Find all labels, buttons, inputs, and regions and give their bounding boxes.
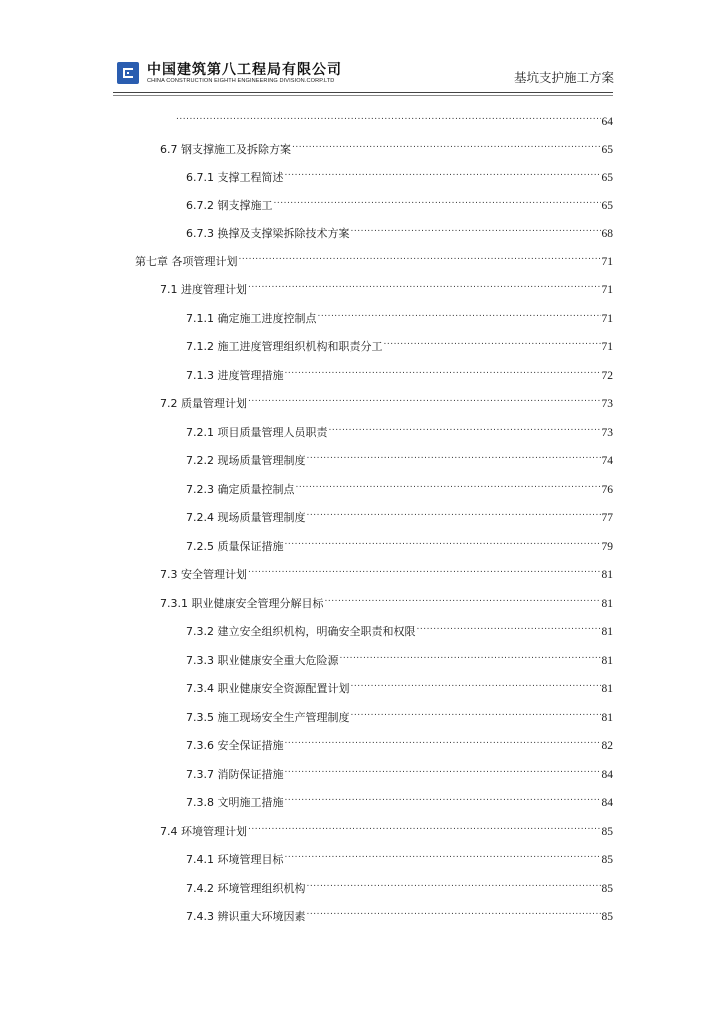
toc-entry[interactable] (186, 733, 613, 752)
toc-entry[interactable] (186, 505, 613, 524)
toc-entry-label: 7.4.1 环境管理目标 (186, 853, 284, 866)
toc-entry[interactable] (186, 420, 613, 439)
toc-entry-label: 7.1.1 确定施工进度控制点 (186, 312, 317, 325)
toc-entry-page: 85 (601, 826, 613, 838)
document-title: 基坑支护施工方案 (513, 70, 614, 85)
toc-entry-page: 84 (601, 769, 613, 781)
toc-entry[interactable] (186, 165, 613, 184)
toc-entry-label: 7.3 安全管理计划 (160, 568, 247, 581)
toc-entry-page: 71 (601, 284, 613, 296)
toc-entry[interactable] (186, 676, 613, 695)
toc-entry-page: 76 (601, 484, 613, 496)
toc-leader-dots (285, 847, 601, 863)
toc-leader-dots (292, 137, 601, 153)
toc-leader-dots (307, 876, 601, 892)
toc-entry-label: 7.3.2 建立安全组织机构，明确安全职责和权限 (186, 625, 416, 638)
toc-entry[interactable] (160, 277, 613, 296)
toc-entry[interactable] (186, 477, 613, 496)
company-name-en: CHINA CONSTRUCTION EIGHTH ENGINEERING DIVISION.CORP.LTD (147, 78, 335, 84)
toc-entry[interactable] (160, 562, 613, 581)
toc-leader-dots (285, 790, 601, 806)
header-divider (113, 92, 613, 93)
toc-entry[interactable] (186, 847, 613, 866)
toc-entry-page: 74 (601, 455, 613, 467)
toc-entry[interactable] (186, 306, 613, 325)
toc-entry[interactable] (186, 221, 613, 240)
toc-entry[interactable] (186, 334, 613, 353)
company-name-cn: 中国建筑第八工程局有限公司 (147, 62, 342, 78)
toc-entry-label: 7.1 进度管理计划 (160, 283, 247, 296)
toc-entry-label: 7.4.3 辨识重大环境因素 (186, 910, 306, 923)
toc-leader-dots (307, 904, 601, 920)
toc-entry-label: 7.3.7 消防保证措施 (186, 768, 284, 781)
toc-entry[interactable] (186, 619, 613, 638)
toc-entry[interactable] (186, 448, 613, 467)
toc-entry-label: 7.2.5 质量保证措施 (186, 540, 284, 553)
page-header (0, 0, 724, 100)
toc-leader-dots (248, 562, 601, 578)
toc-leader-dots (274, 193, 601, 209)
toc-entry[interactable] (186, 193, 613, 212)
toc-entry-page: 72 (601, 370, 613, 382)
toc-leader-dots (307, 448, 601, 464)
toc-leader-dots (307, 505, 601, 521)
toc-entry-page: 81 (601, 626, 613, 638)
toc-entry-label: 7.3.1 职业健康安全管理分解目标 (160, 597, 324, 610)
toc-entry-label: 7.2 质量管理计划 (160, 397, 247, 410)
toc-leader-dots (340, 648, 601, 664)
toc-entry-label: 7.2.1 项目质量管理人员职责 (186, 426, 328, 439)
toc-entry-page: 84 (601, 797, 613, 809)
toc-entry-label: 7.2.4 现场质量管理制度 (186, 511, 306, 524)
toc-leader-dots (325, 591, 601, 607)
toc-entry[interactable] (160, 591, 613, 610)
toc-leader-dots (383, 334, 600, 350)
header-divider-thin (113, 95, 613, 96)
toc-entry-label: 7.2.3 确定质量控制点 (186, 483, 295, 496)
toc-entry-page: 81 (601, 655, 613, 667)
toc-entry-page: 81 (601, 683, 613, 695)
toc-entry-page: 65 (601, 200, 613, 212)
toc-entry[interactable] (186, 762, 613, 781)
toc-entry[interactable] (160, 819, 613, 838)
toc-leader-dots (416, 619, 600, 635)
toc-entry-page: 71 (601, 341, 613, 353)
toc-leader-dots (248, 819, 601, 835)
toc-entry-page: 81 (601, 598, 613, 610)
toc-leader-dots (329, 420, 601, 436)
toc-entry-label: 6.7.2 钢支撑施工 (186, 199, 273, 212)
toc-leader-dots (248, 277, 601, 293)
toc-leader-dots (285, 762, 601, 778)
toc-leader-dots (285, 363, 601, 379)
toc-entry-label: 7.3.6 安全保证措施 (186, 739, 284, 752)
toc-entry[interactable] (160, 391, 613, 410)
toc-leader-dots (285, 165, 601, 181)
toc-entry-page: 85 (601, 883, 613, 895)
toc-entry-page: 79 (601, 541, 613, 553)
toc-entry-page: 68 (601, 228, 613, 240)
toc-leader-dots (351, 221, 601, 237)
toc-leader-dots (351, 705, 601, 721)
toc-entry[interactable] (186, 534, 613, 553)
toc-entry[interactable] (186, 904, 613, 923)
toc-entry-page: 85 (601, 854, 613, 866)
toc-entry-page: 65 (601, 172, 613, 184)
toc-entry-page: 85 (601, 911, 613, 923)
toc-entry-page: 82 (601, 740, 613, 752)
toc-entry-page: 81 (601, 712, 613, 724)
toc-leader-dots (285, 534, 601, 550)
toc-entry[interactable] (160, 137, 613, 156)
toc-leader-dots (285, 733, 601, 749)
toc-entry-page: 73 (601, 427, 613, 439)
toc-entry-label: 7.3.8 文明施工措施 (186, 796, 284, 809)
toc-entry[interactable] (186, 363, 613, 382)
toc-entry[interactable] (186, 648, 613, 667)
toc-entry-label: 6.7.3 换撑及支撑梁拆除技术方案 (186, 227, 350, 240)
toc-entry-label: 7.3.3 职业健康安全重大危险源 (186, 654, 339, 667)
toc-leader-dots (176, 109, 601, 125)
toc-entry-page: 65 (601, 144, 613, 156)
toc-entry-label: 6.7 钢支撑施工及拆除方案 (160, 143, 291, 156)
toc-entry-label: 7.4 环境管理计划 (160, 825, 247, 838)
toc-entry-label: 7.4.2 环境管理组织机构 (186, 882, 306, 895)
toc-entry-label: 7.1.3 进度管理措施 (186, 369, 284, 382)
toc-entry-page: 64 (601, 116, 613, 128)
toc-entry-page: 71 (601, 256, 613, 268)
toc-leader-dots (248, 391, 601, 407)
toc-entry-label: 6.7.1 支撑工程简述 (186, 171, 284, 184)
toc-entry-label: 7.3.4 职业健康安全资源配置计划 (186, 682, 350, 695)
toc-entry-label: 7.2.2 现场质量管理制度 (186, 454, 306, 467)
toc-entry[interactable] (186, 705, 613, 724)
toc-leader-dots (351, 676, 601, 692)
toc-entry-page: 73 (601, 398, 613, 410)
toc-entry-label: 7.3.5 施工现场安全生产管理制度 (186, 711, 350, 724)
cscec-logo-icon (117, 62, 139, 84)
toc-entry-page: 71 (601, 313, 613, 325)
toc-entry-page: 81 (601, 569, 613, 581)
toc-entry[interactable] (186, 876, 613, 895)
toc-leader-dots (296, 477, 601, 493)
toc-leader-dots (239, 249, 601, 265)
toc-entry[interactable] (135, 249, 613, 268)
toc-entry-page: 77 (601, 512, 613, 524)
toc-leader-dots (318, 306, 601, 322)
toc-entry[interactable] (186, 790, 613, 809)
toc-entry-label: 7.1.2 施工进度管理组织机构和职责分工 (186, 340, 383, 353)
toc-entry-label: 第七章 各项管理计划 (135, 255, 238, 268)
toc-entry[interactable] (175, 109, 613, 128)
